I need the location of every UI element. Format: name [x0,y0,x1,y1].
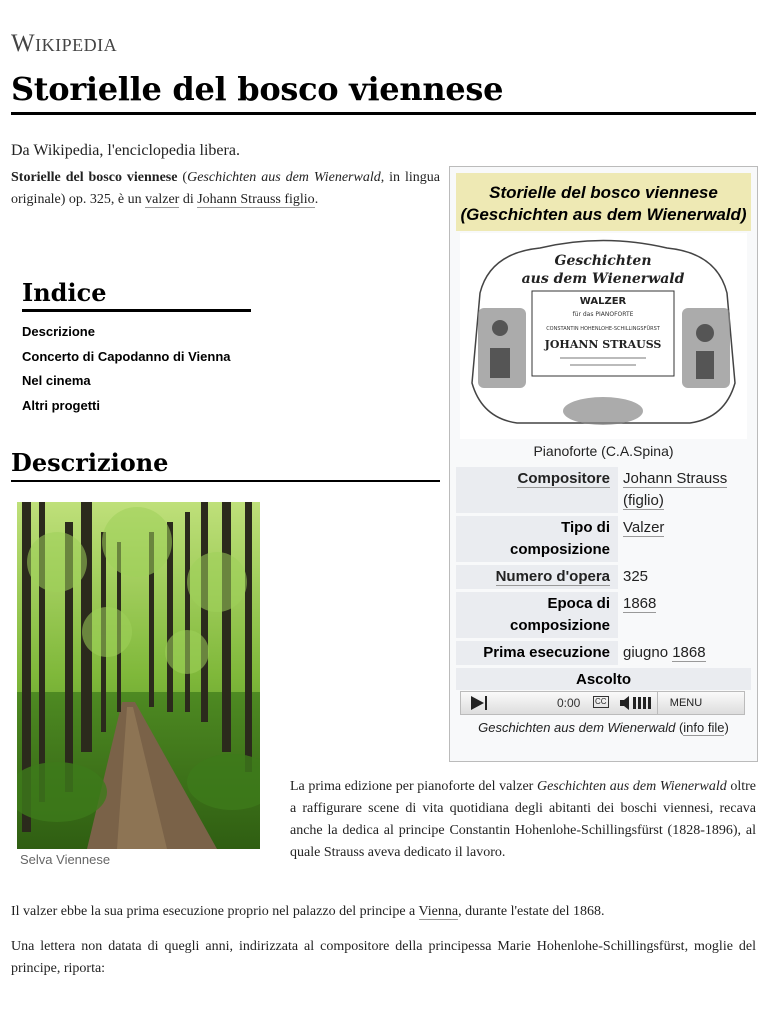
cover-text-line6: JOHANN STRAUSS [544,338,662,351]
infobox-row [456,467,750,513]
audio-time: 0:00 [557,696,581,710]
infobox-label [456,467,618,513]
wikipedia-logo[interactable]: Wikipedia [11,30,118,57]
infobox-row [456,641,750,665]
link-1868[interactable]: 1868 [623,595,657,612]
link-1868-premiere[interactable]: 1868 [672,644,706,661]
forest-photo[interactable] [17,502,260,849]
intro-paragraph [11,167,440,211]
infobox-label [456,565,618,589]
link-valzer[interactable]: valzer [145,192,180,207]
link-vienna[interactable]: Vienna [418,904,459,919]
infobox-value: 325 [623,568,649,585]
toc-heading: Indice [22,278,251,312]
infobox-table [456,464,750,668]
intro-original-title: Geschichten aus dem Wienerwald [187,170,381,185]
audio-caption-close: ) [724,720,729,735]
toc-list [22,320,251,418]
table-of-contents [22,278,251,418]
audio-title: Geschichten aus dem Wienerwald [478,720,676,735]
infobox-value [618,467,750,513]
photo-caption: Selva Viennese [20,852,111,867]
infobox-value [618,641,750,665]
paragraph-1 [290,776,756,864]
page-subtitle: Da Wikipedia, l'enciclopedia libera. [11,142,240,159]
p2-text: Il valzer ebbe la sua prima esecuzione proprio nel palazzo del principe a [11,904,419,919]
listen-heading: Ascolto [456,668,751,690]
infobox [449,166,758,762]
paragraph-3: Una lettera non datata di quegli anni, indirizzata al compositore della principessa Marie Hohenlohe-Schillingsfürst, moglie del principe, riporta: [11,939,756,976]
p1-text: oltre a raffigurare scene di vita quotidiana degli abitanti dei boschi viennesi, recava anche la dedica al principe Constantin Hohenlohe-Schillingsfürst (1828-1896), al quale Strauss aveva dedicato il lavoro. [290,779,757,860]
infobox-label: Tipo di composizione [456,516,618,562]
section-heading-descrizione: Descrizione [11,448,440,482]
page-title: Storielle del bosco viennese [11,70,756,115]
infobox-value [618,516,750,562]
link-valzer-infobox[interactable]: Valzer [623,519,665,536]
paragraph-2 [11,901,756,923]
infobox-image-caption: Pianoforte (C.A.Spina) [533,443,674,459]
cover-text-line3: WALZER [579,296,627,307]
toc-item-altri-progetti[interactable]: Altri progetti [22,397,100,413]
closed-captions-icon[interactable]: CC [595,697,607,706]
audio-caption-open: ( [675,720,684,735]
cover-text-line1: Geschichten [554,253,652,269]
toc-item-concerto[interactable]: Concerto di Capodanno di Vienna [22,348,231,364]
score-cover-image[interactable] [460,233,747,439]
infobox-value [618,592,750,638]
score-cover-illustration [460,233,747,439]
infobox-label: Prima esecuzione [456,641,618,665]
toc-item-descrizione[interactable]: Descrizione [22,324,95,339]
link-johann-strauss-figlio[interactable]: Johann Strauss (figlio) [623,470,728,509]
intro-text: di [179,192,198,207]
play-bar-icon [485,696,487,710]
infobox-row [456,592,750,638]
cover-text-line4: für das PIANOFORTE [572,311,634,318]
cover-text-line2: aus dem Wienerwald [521,271,685,287]
p1-title: Geschichten aus dem Wienerwald [536,779,727,794]
intro-paren: ( [177,170,188,185]
infobox-row [456,565,750,589]
cover-text-line5: CONSTANTIN HOHENLOHE-SCHILLINGSFÜRST [546,326,660,332]
link-numero-opera[interactable]: Numero d'opera [495,568,610,585]
player-menu-button[interactable]: MENU [657,692,714,714]
intro-bold-title: Storielle del bosco viennese [11,170,178,185]
link-info-file[interactable]: info file [683,720,725,735]
audio-caption [450,720,757,735]
infobox-title: Storielle del bosco viennese (Geschichten aus dem Wienerwald) [456,173,751,231]
p2-text: , durante l'estate del 1868. [458,904,605,919]
forest-image [17,502,260,849]
infobox-label: Epoca di composizione [456,592,618,638]
link-johann-strauss[interactable]: Johann Strauss figlio [197,192,315,207]
infobox-row [456,516,750,562]
audio-player [460,691,745,715]
intro-text: . [314,192,319,207]
premiere-month: giugno [623,644,673,661]
volume-icon[interactable] [619,695,653,711]
play-icon[interactable] [471,696,484,710]
link-compositore[interactable]: Compositore [517,470,610,487]
p1-text: La prima edizione per pianoforte del valzer [290,779,537,794]
toc-item-cinema[interactable]: Nel cinema [22,373,91,388]
intro-text: , in lingua originale) op. 325, è un [11,170,440,207]
